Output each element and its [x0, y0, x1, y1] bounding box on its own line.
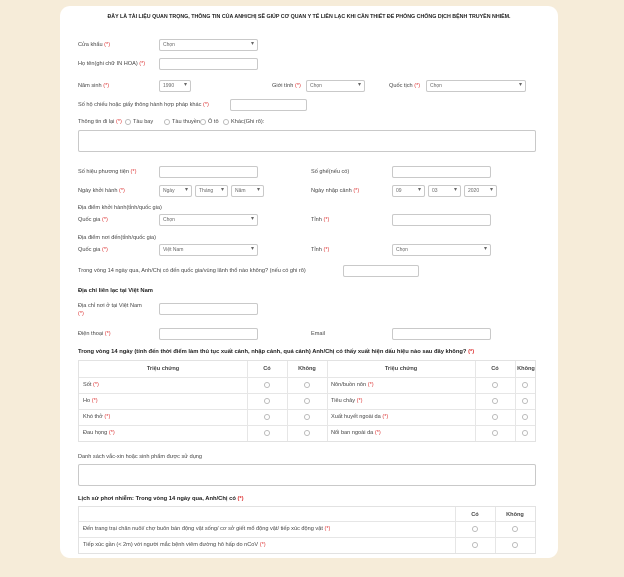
- nationality-select[interactable]: Chọn ▾: [426, 80, 526, 92]
- sore-throat-yes-radio[interactable]: [264, 430, 270, 436]
- travel-option-plane: Tàu bay: [133, 119, 154, 125]
- departure-day-select[interactable]: Ngày ▾: [159, 185, 192, 197]
- symptoms-question: Trong vòng 14 ngày (tính đến thời điểm làm thủ tục xuất cảnh, nhập cảnh, quá cảnh) Anh/Chị có thấy xuất hiện dấu hiệu nào sau đây không? (*): [78, 349, 475, 355]
- phone-input[interactable]: [159, 328, 258, 340]
- symptoms-table: [78, 360, 536, 442]
- destination-country-label: Quốc gia (*): [78, 247, 108, 253]
- no-col-header-left: Không: [298, 366, 316, 372]
- breath-yes-radio[interactable]: [264, 414, 270, 420]
- symptom-col-header-left: Triệu chứng: [146, 366, 180, 372]
- diarrhea-yes-radio[interactable]: [492, 398, 498, 404]
- departure-country-label: Quốc gia (*): [78, 217, 108, 223]
- seat-number-label: Số ghế(nếu có): [311, 169, 350, 175]
- gender-select[interactable]: Chọn ▾: [306, 80, 365, 92]
- yes-col-header-right: Có: [491, 366, 499, 372]
- symptom-diarrhea: Tiêu chảy (*): [331, 398, 363, 404]
- contact-yes-radio[interactable]: [472, 542, 478, 548]
- email-label: Email: [311, 331, 325, 337]
- travel-radio-car[interactable]: [200, 119, 206, 125]
- birth-year-label: Năm sinh (*): [78, 83, 110, 89]
- nausea-no-radio[interactable]: [522, 382, 528, 388]
- travel-option-ship: Tàu thuyền: [172, 119, 200, 125]
- travel-radio-plane[interactable]: [125, 119, 131, 125]
- yes-col-header-left: Có: [263, 366, 271, 372]
- address-required-mark: (*): [78, 311, 84, 317]
- symptom-sore-throat: Đau họng (*): [83, 430, 115, 436]
- destination-province-label: Tỉnh (*): [311, 247, 330, 253]
- travel-radio-ship[interactable]: [164, 119, 170, 125]
- symptom-fever: Sốt (*): [83, 382, 99, 388]
- diarrhea-no-radio[interactable]: [522, 398, 528, 404]
- breath-no-radio[interactable]: [304, 414, 310, 420]
- vaccine-label: Danh sách vắc-xin hoặc sinh phẩm được sử dụng: [78, 454, 203, 460]
- countries-visited-input[interactable]: [343, 265, 419, 277]
- exposure-no-header: Không: [506, 512, 524, 518]
- destination-province-select[interactable]: Chọn ▾: [392, 244, 491, 256]
- rash-no-radio[interactable]: [522, 430, 528, 436]
- travel-info-label: Thông tin đi lại (*): [78, 119, 122, 125]
- symptom-nausea: Nôn/buồn nôn (*): [331, 382, 374, 388]
- animals-yes-radio[interactable]: [472, 526, 478, 532]
- destination-place-label: Địa điểm nơi đến(tỉnh/quốc gia): [78, 235, 156, 241]
- entry-date-label: Ngày nhập cảnh (*): [311, 188, 360, 194]
- fever-no-radio[interactable]: [304, 382, 310, 388]
- entry-year-select[interactable]: 2020 ▾: [464, 185, 497, 197]
- animals-no-radio[interactable]: [512, 526, 518, 532]
- full-name-label: Họ tên(ghi chữ IN HOA) (*): [78, 61, 146, 67]
- travel-other-textarea[interactable]: [78, 130, 536, 152]
- hemorrhage-no-radio[interactable]: [522, 414, 528, 420]
- gender-label: Giới tính (*): [272, 83, 301, 89]
- cough-yes-radio[interactable]: [264, 398, 270, 404]
- vaccine-textarea[interactable]: [78, 464, 536, 486]
- passport-input[interactable]: [230, 99, 307, 111]
- departure-place-label: Địa điểm khởi hành(tỉnh/quốc gia): [78, 205, 162, 211]
- fever-yes-radio[interactable]: [264, 382, 270, 388]
- exposure-row-contact: Tiếp xúc gần (< 2m) với người mắc bệnh viêm đường hô hấp do nCoV (*): [83, 542, 266, 548]
- exposure-row-animals: Đến trang trại chăn nuôi/ chợ buôn bán động vật sống/ cơ sở giết mổ động vật/ tiếp xúc động vật (*): [83, 526, 331, 532]
- full-name-input[interactable]: [159, 58, 258, 70]
- hemorrhage-yes-radio[interactable]: [492, 414, 498, 420]
- symptom-cough: Ho (*): [83, 398, 98, 404]
- address-label: Địa chỉ nơi ở tại Việt Nam: [78, 303, 142, 309]
- passport-label: Số hộ chiếu hoặc giấy thông hành hợp pháp khác (*): [78, 102, 209, 108]
- exposure-heading: Lịch sử phơi nhiễm: Trong vòng 14 ngày qua, Anh/Chị có (*): [78, 496, 244, 502]
- entry-day-select[interactable]: 09 ▾: [392, 185, 425, 197]
- entry-month-select[interactable]: 03 ▾: [428, 185, 461, 197]
- birth-year-select[interactable]: 1990 ▾: [159, 80, 191, 92]
- departure-country-select[interactable]: Chọn ▾: [159, 214, 258, 226]
- symptom-breath: Khó thở (*): [83, 414, 111, 420]
- vehicle-number-label: Số hiệu phương tiện (*): [78, 169, 137, 175]
- declaration-form: [60, 6, 558, 558]
- seat-number-input[interactable]: [392, 166, 491, 178]
- contact-heading: Địa chỉ liên lạc tại Việt Nam: [78, 288, 153, 294]
- vehicle-number-input[interactable]: [159, 166, 258, 178]
- email-input[interactable]: [392, 328, 491, 340]
- cough-no-radio[interactable]: [304, 398, 310, 404]
- address-input[interactable]: [159, 303, 258, 315]
- departure-province-label: Tỉnh (*): [311, 217, 330, 223]
- destination-country-select[interactable]: Việt Nam ▾: [159, 244, 258, 256]
- phone-label: Điện thoại (*): [78, 331, 111, 337]
- departure-month-select[interactable]: Tháng ▾: [195, 185, 228, 197]
- exposure-table: [78, 506, 536, 554]
- nationality-label: Quốc tịch (*): [389, 83, 421, 89]
- sore-throat-no-radio[interactable]: [304, 430, 310, 436]
- departure-year-select[interactable]: Năm ▾: [231, 185, 264, 197]
- symptom-hemorrhage: Xuất huyết ngoài da (*): [331, 414, 389, 420]
- rash-yes-radio[interactable]: [492, 430, 498, 436]
- countries-visited-label: Trong vòng 14 ngày qua, Anh/Chị có đến quốc gia/vùng lãnh thổ nào không? (nếu có ghi rõ): [78, 268, 306, 274]
- departure-province-input[interactable]: [392, 214, 491, 226]
- border-gate-label: Cửa khẩu (*): [78, 42, 111, 48]
- travel-radio-other[interactable]: [223, 119, 229, 125]
- symptom-col-header-right: Triệu chứng: [384, 366, 418, 372]
- border-gate-select[interactable]: Chọn ▾: [159, 39, 258, 51]
- no-col-header-right: Không: [517, 366, 535, 372]
- departure-date-label: Ngày khởi hành (*): [78, 188, 125, 194]
- travel-option-other: Khác(Ghi rõ):: [231, 119, 265, 125]
- exposure-yes-header: Có: [471, 512, 479, 518]
- symptom-rash: Nổi ban ngoài da (*): [331, 430, 381, 436]
- travel-option-car: Ô tô: [208, 119, 219, 125]
- contact-no-radio[interactable]: [512, 542, 518, 548]
- nausea-yes-radio[interactable]: [492, 382, 498, 388]
- notice-text: ĐÂY LÀ TÀI LIỆU QUAN TRỌNG, THÔNG TIN CỦA ANH/CHỊ SẼ GIÚP CƠ QUAN Y TẾ LIÊN LẠC KHI CẦN THIẾT ĐỂ PHÒNG CHỐNG DỊCH BỆNH TRUYỀN NHIỄM.: [107, 14, 511, 20]
